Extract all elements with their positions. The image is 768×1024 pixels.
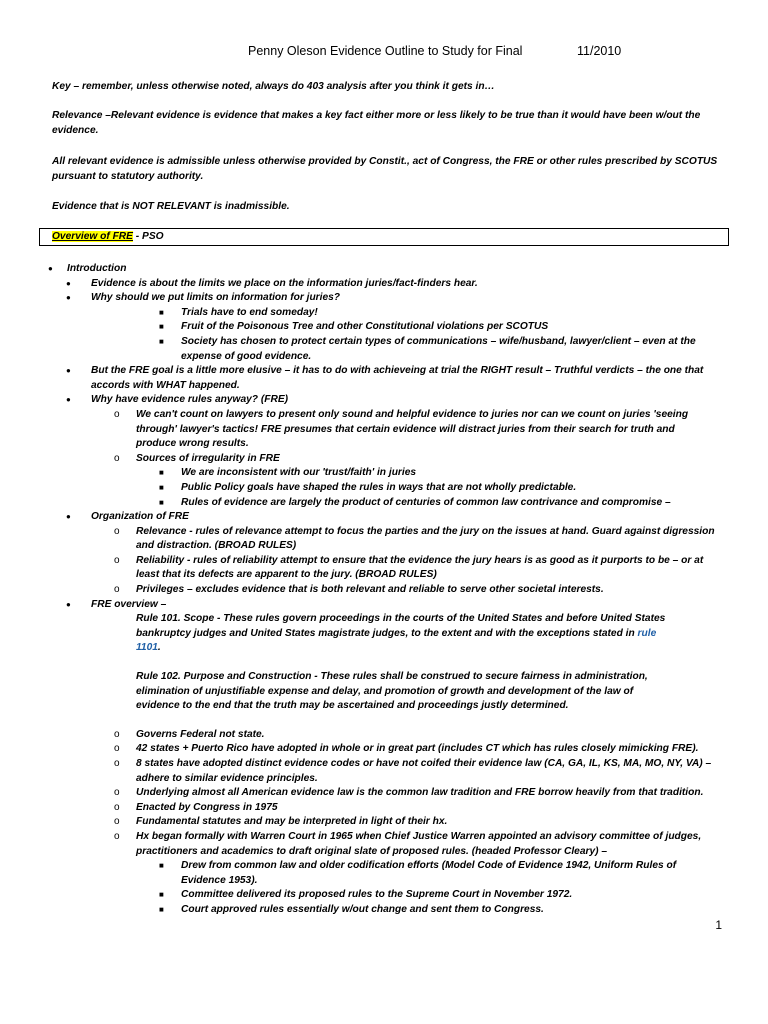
outline-text: Organization of FRE — [91, 511, 189, 523]
circle-bullet-icon: o — [114, 801, 120, 813]
outline-text: FRE overview – — [91, 598, 167, 610]
list-item — [0, 481, 768, 496]
list-item — [0, 262, 768, 277]
circle-bullet-icon: o — [114, 554, 120, 566]
square-bullet-icon: ■ — [159, 904, 164, 914]
list-item — [0, 554, 716, 583]
page-header-date: 11/2010 — [577, 44, 622, 58]
circle-bullet-icon: o — [114, 408, 120, 420]
overview-highlight: Overview of FRE — [52, 231, 133, 242]
bullet-icon: ● — [66, 366, 71, 376]
overview-section-box — [39, 228, 729, 246]
circle-bullet-icon: o — [114, 816, 120, 828]
rule-102-body: Rule 102. Purpose and Construction - These rules shall be construed to secure fairness in administration, elimination of unjustifiable expense and delay, and promotion of growth and development of the law of evidence to the end that the truth may be ascertained and proceedings justly determined. — [136, 671, 648, 712]
circle-bullet-icon: o — [114, 584, 120, 596]
list-item — [0, 859, 711, 888]
square-bullet-icon: ■ — [159, 336, 164, 346]
list-item — [0, 510, 768, 525]
list-item — [0, 757, 726, 786]
outline-text: Governs Federal not state. — [136, 728, 265, 740]
outline-text: Fruit of the Poisonous Tree and other Constitutional violations per SCOTUS — [181, 321, 549, 333]
outline-text: Rules of evidence are largely the product of centuries of common law contrivance and compromise – — [181, 496, 671, 508]
outline-text: Privileges – excludes evidence that is both relevant and reliable to serve other societal interests. — [136, 584, 604, 596]
bullet-icon: ● — [66, 278, 71, 288]
overview-heading — [52, 230, 164, 245]
list-item — [0, 452, 768, 467]
list-item — [0, 291, 768, 306]
outline-introduction: Introduction — [67, 263, 127, 274]
outline-text: 8 states have adopted distinct evidence codes or have not coifed their evidence law (CA, GA, IL, KS, MA, MO, NY, VA) – adhere to similar evidence principles. — [136, 758, 712, 784]
circle-bullet-icon: o — [114, 830, 120, 842]
rule-102-text — [0, 670, 671, 714]
rule-1101-link[interactable]: rule 1101 — [136, 627, 657, 654]
square-bullet-icon: ■ — [159, 890, 164, 900]
list-item — [0, 306, 768, 321]
rule-101-end: . — [157, 642, 161, 654]
circle-bullet-icon: o — [114, 525, 120, 537]
outline-text: Underlying almost all American evidence law is the common law tradition and FRE borrow heavily from that tradition. — [136, 787, 704, 799]
square-bullet-icon: ■ — [159, 468, 164, 478]
outline-text: Public Policy goals have shaped the rules in ways that are not wholly predictable. — [181, 481, 577, 493]
outline-text: Sources of irregularity in FRE — [136, 452, 280, 464]
outline-text: 42 states + Puerto Rico have adopted in whole or in great part (includes CT which has rules closely mimicking FRE). — [136, 743, 699, 755]
outline-text: But the FRE goal is a little more elusive – it has to do with achieveing at trial the RIGHT result – Truthful verdicts – the one that accords with WHAT happened. — [91, 365, 704, 391]
bullet-icon: ● — [66, 293, 71, 303]
overview-suffix: - PSO — [132, 231, 164, 242]
bullet-icon: ● — [48, 264, 53, 273]
list-item — [0, 815, 768, 830]
rule-101-body: Rule 101. Scope - These rules govern proceedings in the courts of the United States and before United States bankruptcy judges and United States magistrate judges, to the extent and with the exceptions stated in — [136, 613, 666, 639]
page-header-title: Penny Oleson Evidence Outline to Study for Final — [248, 44, 523, 58]
bullet-icon: ● — [66, 395, 71, 405]
list-item — [0, 786, 726, 801]
outline-text: Court approved rules essentially w/out change and sent them to Congress. — [181, 903, 544, 915]
outline — [0, 262, 768, 918]
rule-101-text — [0, 612, 671, 656]
admissibility-rule: All relevant evidence is admissible unless otherwise provided by Constit., act of Congress, the FRE or other rules prescribed by SCOTUS pursuant to statutory authority. — [52, 156, 718, 182]
square-bullet-icon: ■ — [159, 497, 164, 507]
square-bullet-icon: ■ — [159, 861, 164, 871]
bullet-icon: ● — [66, 512, 71, 522]
list-item — [0, 277, 768, 292]
list-item — [0, 888, 768, 903]
list-item — [0, 393, 768, 408]
outline-text: Why have evidence rules anyway? (FRE) — [91, 394, 289, 406]
list-item — [0, 728, 768, 743]
outline-text: Enacted by Congress in 1975 — [136, 801, 278, 813]
square-bullet-icon: ■ — [159, 482, 164, 492]
outline-text: Hx began formally with Warren Court in 1965 when Chief Justice Warren appointed an advisory committee of judges, practitioners and academics to draft original slate of proposed rules. (headed Professor Cleary) – — [136, 830, 702, 857]
circle-bullet-icon: o — [114, 452, 120, 464]
list-item — [0, 583, 768, 598]
bullet-icon: ● — [66, 599, 71, 609]
outline-text: We are inconsistent with our 'trust/faith' in juries — [181, 467, 417, 479]
list-item — [0, 525, 716, 554]
outline-text: Trials have to end someday! — [181, 306, 318, 318]
outline-text: Committee delivered its proposed rules to the Supreme Court in November 1972. — [181, 889, 573, 901]
outline-text: Relevance - rules of relevance attempt to focus the parties and the jury on the issues at hand. Guard against digression and distraction. (BROAD RULES) — [136, 525, 715, 552]
circle-bullet-icon: o — [114, 728, 120, 740]
outline-text: Evidence is about the limits we place on the information juries/fact-finders hear. — [91, 277, 478, 289]
list-item — [0, 466, 768, 481]
list-item — [0, 335, 711, 364]
list-item — [0, 364, 711, 393]
square-bullet-icon: ■ — [159, 307, 164, 317]
list-item — [0, 742, 726, 757]
outline-text: Fundamental statutes and may be interpreted in light of their hx. — [136, 816, 448, 828]
list-item — [0, 408, 716, 452]
page-number: 1 — [715, 918, 722, 932]
list-item — [0, 496, 768, 511]
list-item — [0, 320, 768, 335]
list-item — [0, 598, 768, 613]
circle-bullet-icon: o — [114, 758, 120, 769]
list-item — [0, 801, 768, 816]
circle-bullet-icon: o — [114, 787, 120, 799]
relevance-definition: Relevance –Relevant evidence is evidence that makes a key fact either more or less likely to be true than it would have been w/out the evidence. — [52, 110, 701, 136]
outline-text: Why should we put limits on information for juries? — [91, 292, 341, 304]
key-note: Key – remember, unless otherwise noted, always do 403 analysis after you think it gets in… — [52, 81, 495, 92]
outline-text: We can't count on lawyers to present only sound and helpful evidence to juries nor can we count on juries 'seeing through' lawyer's tactics! FRE presumes that certain evidence will distract juries from their search for truth and produce wrong results. — [136, 408, 689, 450]
outline-text: Drew from common law and older codification efforts (Model Code of Evidence 1942, Uniform Rules of Evidence 1953). — [181, 860, 677, 886]
outline-text: Society has chosen to protect certain types of communications – wife/husband, lawyer/client – even at the expense of good evidence. — [181, 335, 696, 362]
circle-bullet-icon: o — [114, 743, 120, 755]
inadmissibility-rule: Evidence that is NOT RELEVANT is inadmissible. — [52, 201, 290, 212]
outline-text: Reliability - rules of reliability attempt to ensure that the evidence the jury hears is as good as it purports to be – or at least that its defects are apparent to the jury. (BROAD RULES) — [136, 554, 704, 581]
square-bullet-icon: ■ — [159, 322, 164, 332]
list-item — [0, 830, 726, 859]
list-item — [0, 903, 768, 918]
